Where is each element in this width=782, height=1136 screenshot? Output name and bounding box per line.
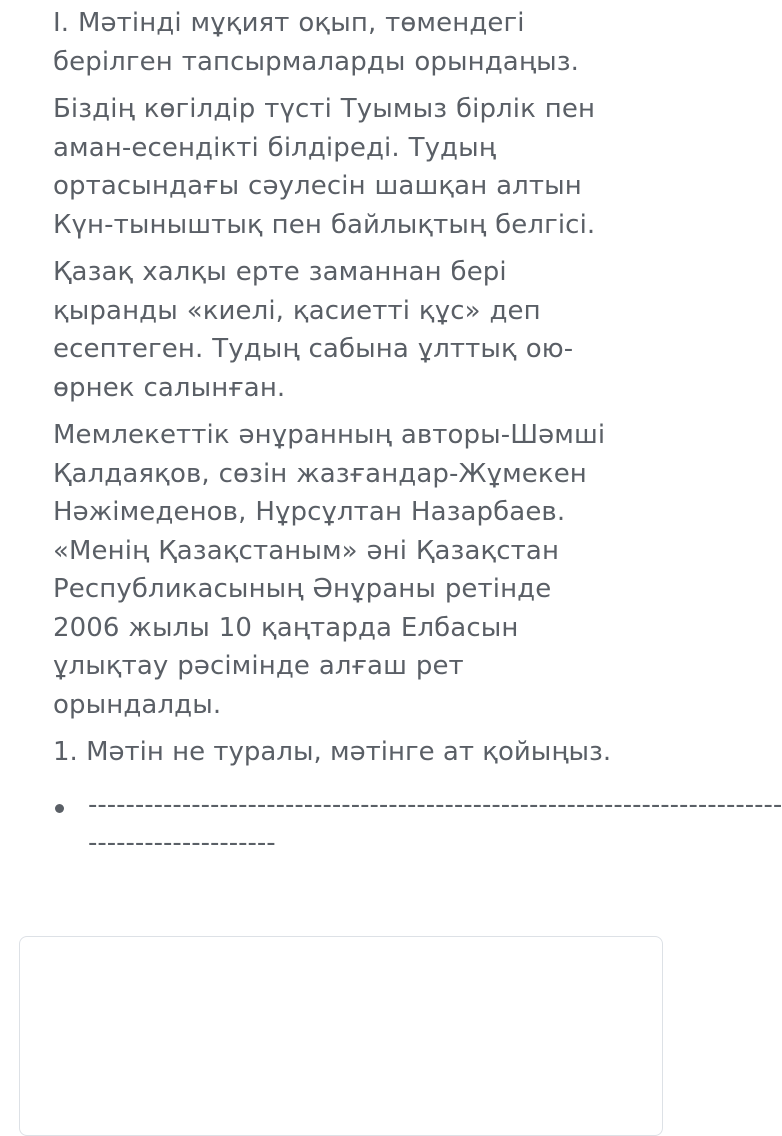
answer-blank (88, 786, 782, 862)
text-line: Мемлекеттік әнұранның авторы-Шәмші (53, 420, 606, 450)
text-line: өрнек салынған. (53, 372, 286, 403)
bullet-dot-icon (55, 804, 64, 813)
text-line: қыранды «киелі, қасиетті құс» деп (53, 295, 541, 326)
text-line: орындалды. (53, 689, 222, 720)
question-text: 1. Мәтін не туралы, мәтінге ат қойыңыз. (53, 737, 612, 767)
text-line: ұлықтау рәсімінде алғаш рет (53, 651, 464, 681)
text-line: 2006 жылы 10 қаңтарда Елбасын (53, 612, 519, 643)
text-paragraph (53, 90, 673, 244)
text-line: берілген тапсырмаларды орындаңыз. (53, 46, 580, 77)
text-line: есептеген. Тудың сабына ұлттық ою- (53, 334, 574, 364)
text-line: Қазақ халқы ерте заманнан бері (53, 257, 507, 287)
answer-bullet (53, 786, 782, 866)
text-line: Біздің көгілдір түсті Туымыз бірлік пен (53, 94, 596, 124)
text-line: Нәжімеденов, Нұрсұлтан Назарбаев. (53, 497, 566, 527)
text-line: ортасындағы сәулесін шашқан алтын (53, 171, 582, 201)
answer-blank-line: -------------------- (88, 827, 276, 858)
instruction-paragraph (53, 4, 673, 81)
text-paragraph (53, 253, 673, 407)
text-line: Қалдаяқов, сөзін жазғандар-Жұмекен (53, 458, 587, 489)
text-line: «Менің Қазақстаным» әні Қазақстан (53, 535, 560, 566)
answer-blank-line: -------------------------------------------------------------------------- (88, 789, 782, 820)
text-line: аман-есендікті білдіреді. Тудың (53, 132, 497, 163)
task-content (53, 4, 782, 866)
text-paragraph (53, 416, 673, 724)
text-line: I. Мәтінді мұқият оқып, төмендегі (53, 8, 525, 38)
text-line: Республикасының Әнұраны ретінде (53, 574, 552, 604)
text-line: Күн-тыныштық пен байлықтың белгісі. (53, 209, 596, 240)
answer-input-box[interactable] (19, 936, 663, 1136)
